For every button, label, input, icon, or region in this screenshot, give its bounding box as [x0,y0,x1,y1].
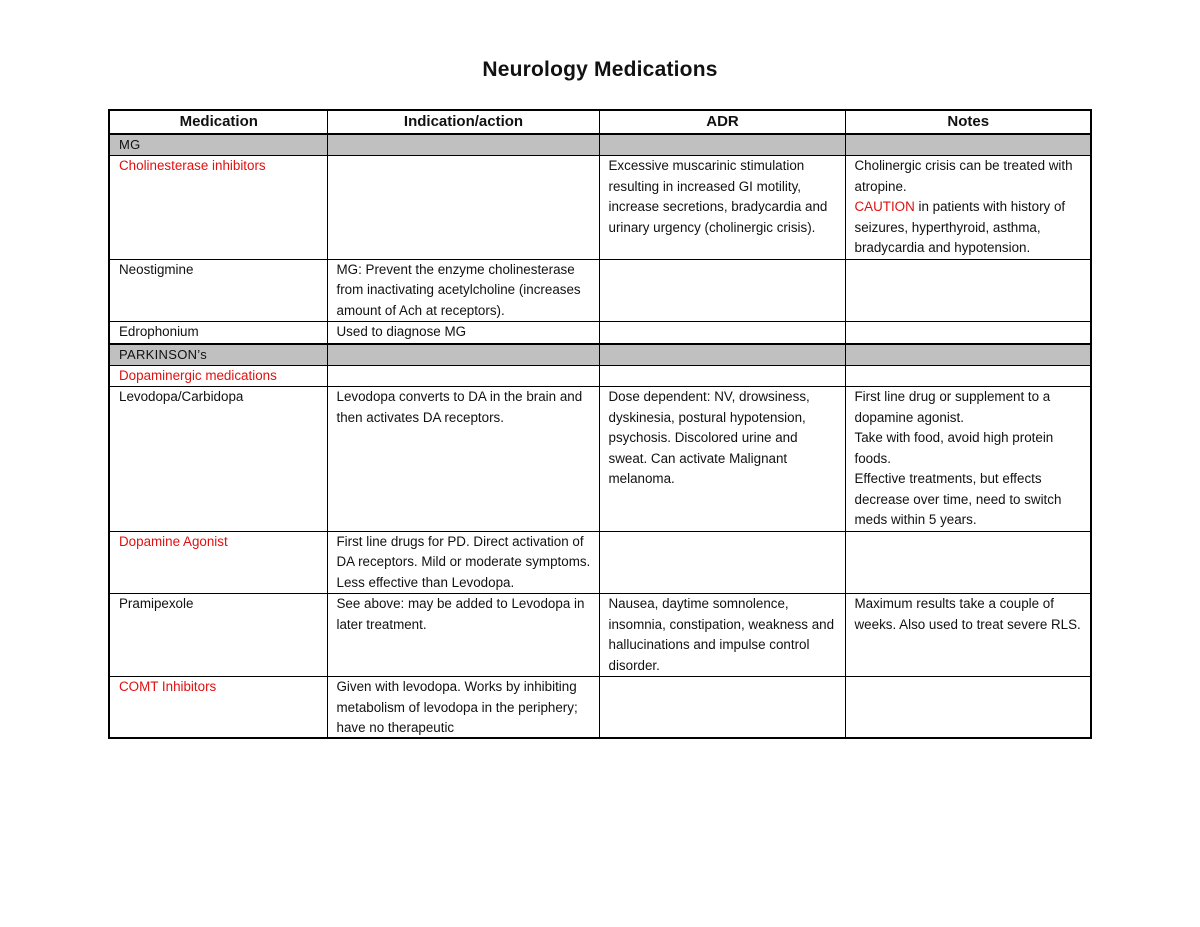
table-header-row [109,110,1091,134]
section-label: MG [109,134,327,156]
notes-text: Effective treatments, but effects decrease over time, need to switch meds within 5 years. [854,471,1062,527]
medication-cell: Levodopa/Carbidopa [109,387,327,532]
medication-cell: Pramipexole [109,594,327,677]
notes-text: Take with food, avoid high protein foods. [854,430,1054,466]
table-row [109,365,1091,387]
notes-cell [845,156,1091,260]
medication-cell: Dopamine Agonist [109,531,327,594]
table-row [109,531,1091,594]
notes-cell [845,322,1091,344]
section-row-parkinsons [109,344,1091,366]
notes-cell [845,365,1091,387]
indication-cell [327,156,599,260]
header-medication: Medication [109,110,327,134]
indication-cell: MG: Prevent the enzyme cholinesterase from inactivating acetylcholine (increases amount of Ach at receptors). [327,259,599,322]
table-row [109,387,1091,532]
notes-cell [845,387,1091,532]
medication-cell: Dopaminergic medications [109,365,327,387]
notes-text: Cholinergic crisis can be treated with atropine. [854,158,1073,194]
adr-cell [599,531,845,594]
indication-cell [327,677,599,739]
table-row [109,677,1091,739]
adr-cell: Excessive muscarinic stimulation resulting in increased GI motility, increase secretions, bradycardia and urinary urgency (cholinergic crisis). [599,156,845,260]
medication-cell: Cholinesterase inhibitors [109,156,327,260]
notes-text: in patients with history of seizures, hyperthyroid, asthma, bradycardia and hypotension. [854,199,1066,255]
medications-table [108,109,1092,739]
medication-cell: COMT Inhibitors [109,677,327,739]
indication-cell: Used to diagnose MG [327,322,599,344]
notes-cell: Maximum results take a couple of weeks. Also used to treat severe RLS. [845,594,1091,677]
table-row [109,322,1091,344]
medication-cell: Edrophonium [109,322,327,344]
page-title: Neurology Medications [482,58,718,81]
indication-cell: First line drugs for PD. Direct activation of DA receptors. Mild or moderate symptoms. Less effective than Levodopa. [327,531,599,594]
indication-cell: Levodopa converts to DA in the brain and then activates DA receptors. [327,387,599,532]
table-row [109,156,1091,260]
indication-text: Given with levodopa. Works by inhibiting metabolism of levodopa in the periphery; have no therapeutic [336,679,578,735]
header-notes: Notes [845,110,1091,134]
indication-cell [327,365,599,387]
section-label: PARKINSON’s [109,344,327,366]
header-indication: Indication/action [327,110,599,134]
adr-cell [599,322,845,344]
adr-cell [599,677,845,739]
adr-cell [599,259,845,322]
adr-cell: Nausea, daytime somnolence, insomnia, constipation, weakness and hallucinations and impulse control disorder. [599,594,845,677]
table-row [109,594,1091,677]
adr-cell [599,365,845,387]
table-row [109,259,1091,322]
notes-cell [845,259,1091,322]
notes-text: First line drug or supplement to a dopamine agonist. [854,389,1051,425]
section-row-mg [109,134,1091,156]
medication-cell: Neostigmine [109,259,327,322]
header-adr: ADR [599,110,845,134]
indication-cell: See above: may be added to Levodopa in later treatment. [327,594,599,677]
caution-label: CAUTION [854,199,915,214]
notes-cell [845,677,1091,739]
adr-cell: Dose dependent: NV, drowsiness, dyskinesia, postural hypotension, psychosis. Discolored urine and sweat. Can activate Malignant melanoma. [599,387,845,532]
notes-cell [845,531,1091,594]
